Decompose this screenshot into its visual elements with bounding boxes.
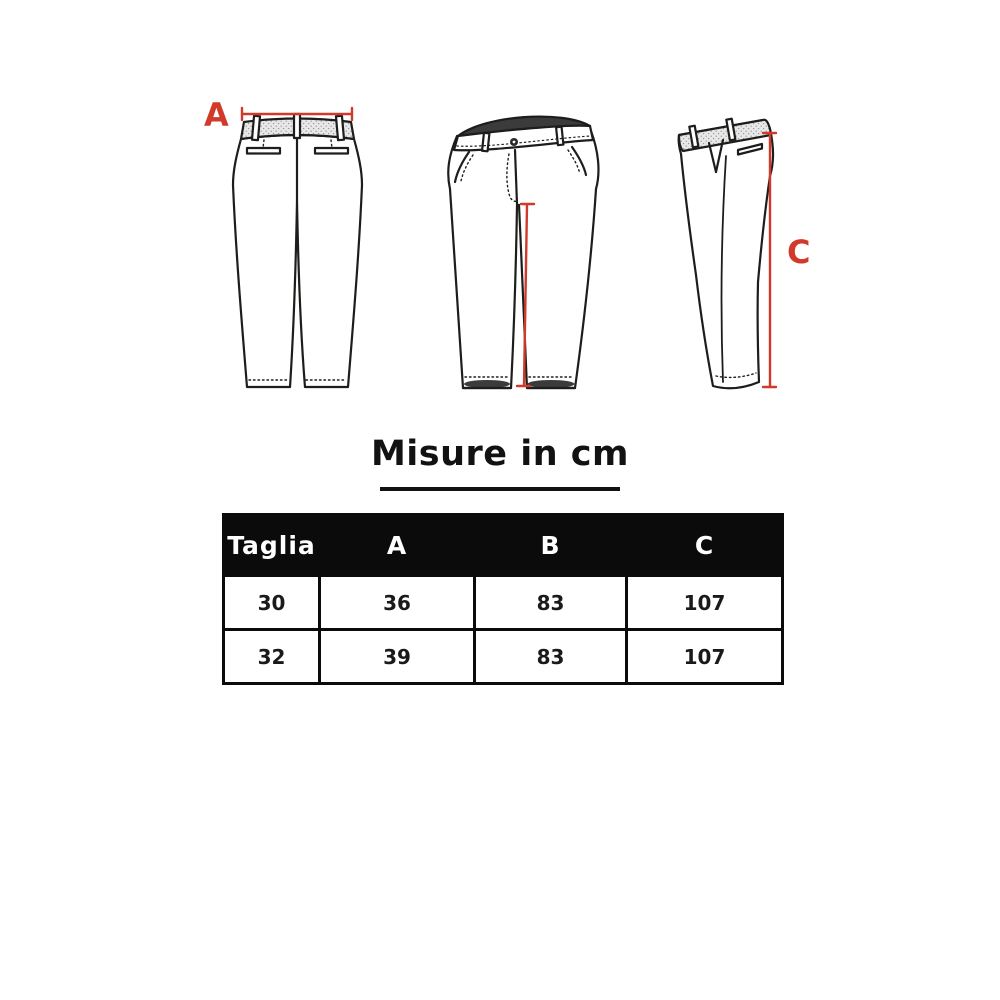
cell-b: 83 xyxy=(475,630,627,684)
pants-back-view-drawing xyxy=(200,95,375,410)
header-taglia: Taglia xyxy=(224,515,320,576)
cell-c: 107 xyxy=(627,630,783,684)
header-a: A xyxy=(320,515,475,576)
hem-opening-left xyxy=(464,380,510,388)
cell-a: 39 xyxy=(320,630,475,684)
cell-a: 36 xyxy=(320,576,475,630)
measure-label-c: C xyxy=(787,233,811,271)
belt-loop xyxy=(556,127,563,145)
size-table-header-row xyxy=(224,515,783,576)
belt-loop xyxy=(294,114,300,138)
cell-taglia: 30 xyxy=(224,576,320,630)
cell-c: 107 xyxy=(627,576,783,630)
cell-taglia: 32 xyxy=(224,630,320,684)
back-pocket-left xyxy=(247,148,280,154)
pants-body xyxy=(448,131,598,388)
table-row-size-30 xyxy=(224,576,783,630)
hem-opening-right xyxy=(528,380,575,388)
header-b: B xyxy=(475,515,627,576)
belt-loop xyxy=(482,133,489,151)
measure-label-a: A xyxy=(204,96,229,134)
size-table xyxy=(222,513,784,685)
pants-front-view-drawing xyxy=(445,105,615,405)
title-underline xyxy=(380,487,620,491)
belt-loop xyxy=(252,116,260,140)
title-block xyxy=(0,434,1000,491)
pants-side-view-drawing xyxy=(660,110,825,400)
section-title: Misure in cm xyxy=(370,434,630,474)
back-pocket-right xyxy=(315,148,348,154)
header-c: C xyxy=(627,515,783,576)
cell-b: 83 xyxy=(475,576,627,630)
table-row-size-32 xyxy=(224,630,783,684)
belt-loop xyxy=(336,116,344,140)
